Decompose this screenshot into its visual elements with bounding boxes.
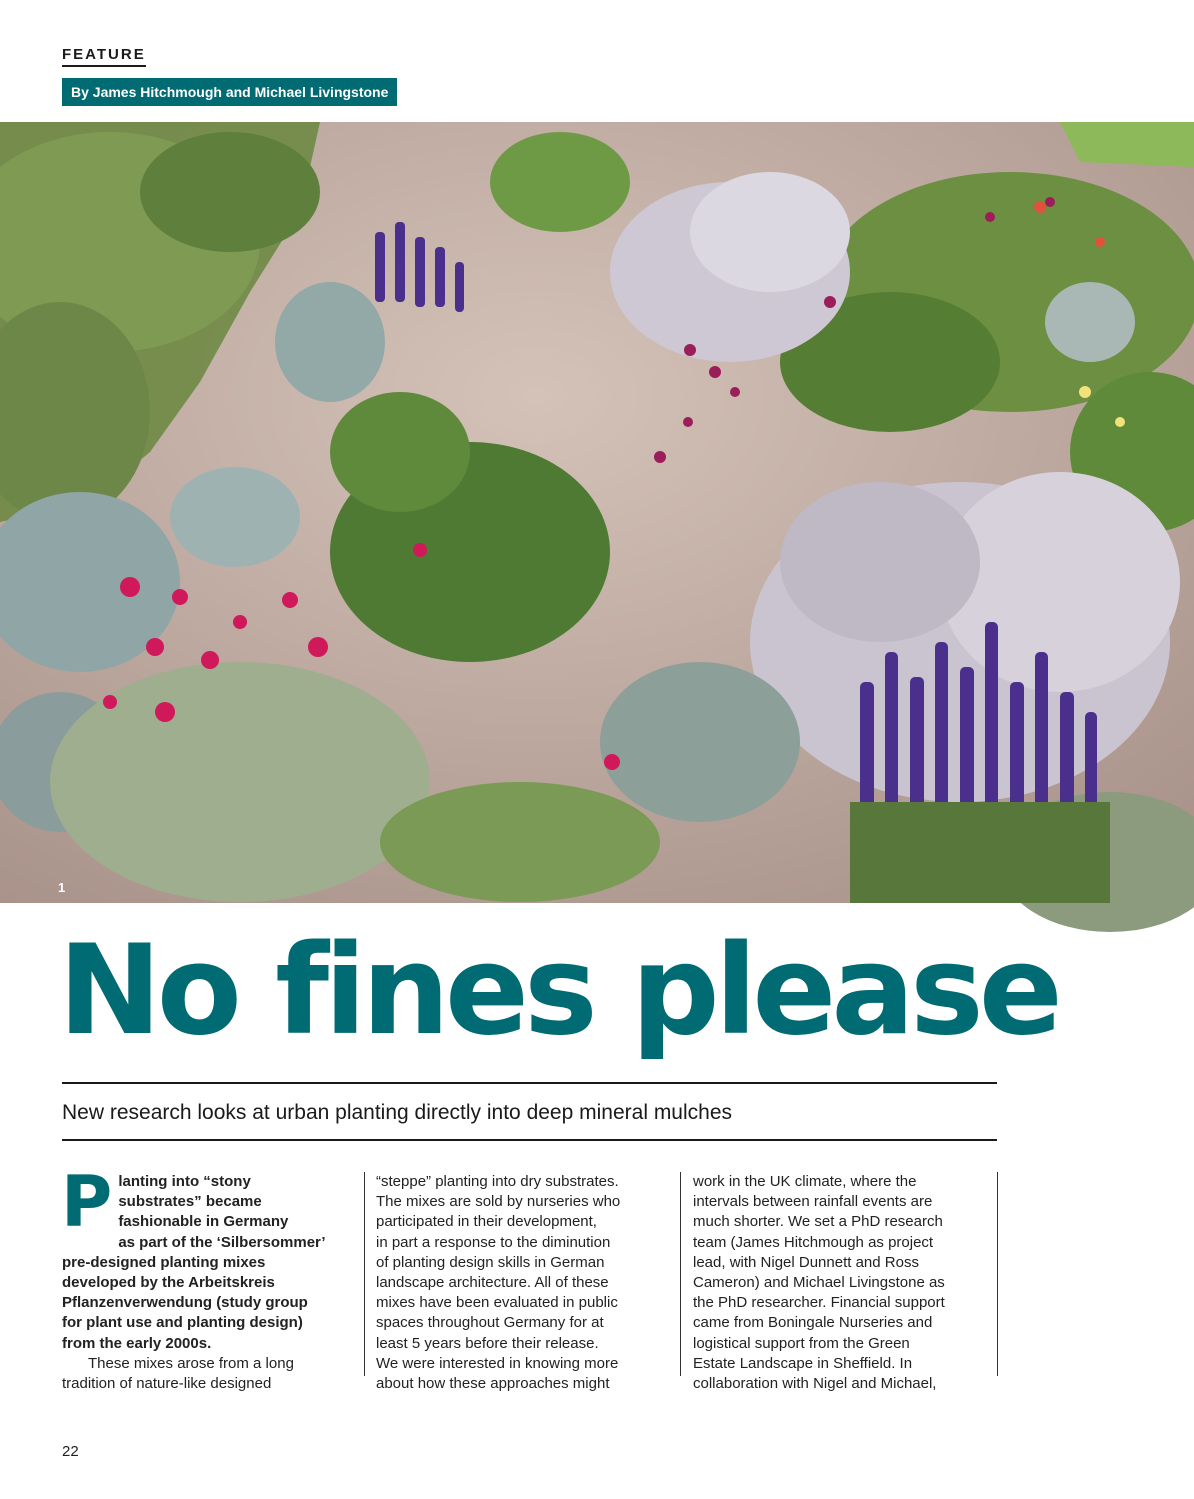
column-3	[693, 1172, 983, 1393]
body-line: The mixes are sold by nurseries who	[376, 1193, 621, 1211]
rule-top	[62, 1082, 997, 1084]
intro-line: fashionable in Germany	[118, 1213, 289, 1231]
intro-line: substrates” became	[118, 1193, 262, 1211]
body-line: Cameron) and Michael Livingstone as	[693, 1274, 945, 1292]
body-line: Estate Landscape in Sheffield. In	[693, 1354, 913, 1372]
body-line: logistical support from the Green	[693, 1334, 910, 1352]
intro-line: developed by the Arbeitskreis	[62, 1274, 275, 1292]
body-line: collaboration with Nigel and Michael,	[693, 1375, 937, 1393]
body-line: of planting design skills in German	[376, 1253, 605, 1271]
intro-line: lanting into “stony	[118, 1173, 251, 1190]
garden-photo	[0, 122, 1194, 903]
byline: By James Hitchmough and Michael Livingstone	[62, 78, 397, 106]
intro-line: as part of the ‘Silbersommer’	[118, 1233, 326, 1251]
body-line: about how these approaches might	[376, 1375, 610, 1393]
intro-line: Pflanzenverwendung (study group	[62, 1294, 308, 1312]
headline: No fines please	[58, 919, 1058, 1063]
section-label: FEATURE	[62, 46, 146, 67]
intro-line: pre-designed planting mixes	[62, 1253, 266, 1271]
body-line: much shorter. We set a PhD research	[693, 1213, 943, 1231]
body-line: the PhD researcher. Financial support	[693, 1294, 945, 1312]
intro-line: from the early 2000s.	[62, 1334, 212, 1352]
body-line: came from Boningale Nurseries and	[693, 1314, 933, 1332]
body-line: mixes have been evaluated in public	[376, 1294, 618, 1312]
column-1	[61, 1161, 346, 1393]
body-line: tradition of nature-like designed	[62, 1375, 272, 1393]
body-line: “steppe” planting into dry substrates.	[376, 1173, 619, 1190]
photo-number: 1	[58, 880, 66, 895]
body-line: We were interested in knowing more	[376, 1354, 619, 1372]
body-line: least 5 years before their release.	[376, 1334, 599, 1352]
body-line: spaces throughout Germany for at	[376, 1314, 604, 1332]
body-line: These mixes arose from a long	[88, 1354, 294, 1372]
body-line: landscape architecture. All of these	[376, 1274, 609, 1292]
rule-bottom	[62, 1139, 997, 1141]
column-divider	[364, 1172, 365, 1376]
body-line: team (James Hitchmough as project	[693, 1233, 934, 1251]
body-line: lead, with Nigel Dunnett and Ross	[693, 1253, 919, 1271]
page-number: 22	[62, 1443, 79, 1460]
body-paragraph-cont	[62, 1374, 346, 1394]
body-line: in part a response to the diminution	[376, 1233, 611, 1251]
body-paragraph	[62, 1354, 346, 1374]
body-line: participated in their development,	[376, 1213, 597, 1231]
body-line: intervals between rainfall events are	[693, 1193, 933, 1211]
column-2	[376, 1172, 660, 1393]
intro-line: for plant use and planting design)	[62, 1314, 303, 1332]
body-line: work in the UK climate, where the	[693, 1173, 917, 1190]
drop-cap: P	[61, 1161, 113, 1243]
column-divider	[680, 1172, 681, 1376]
standfirst: New research looks at urban planting directly into deep mineral mulches	[62, 1101, 733, 1124]
column-divider	[997, 1172, 998, 1376]
